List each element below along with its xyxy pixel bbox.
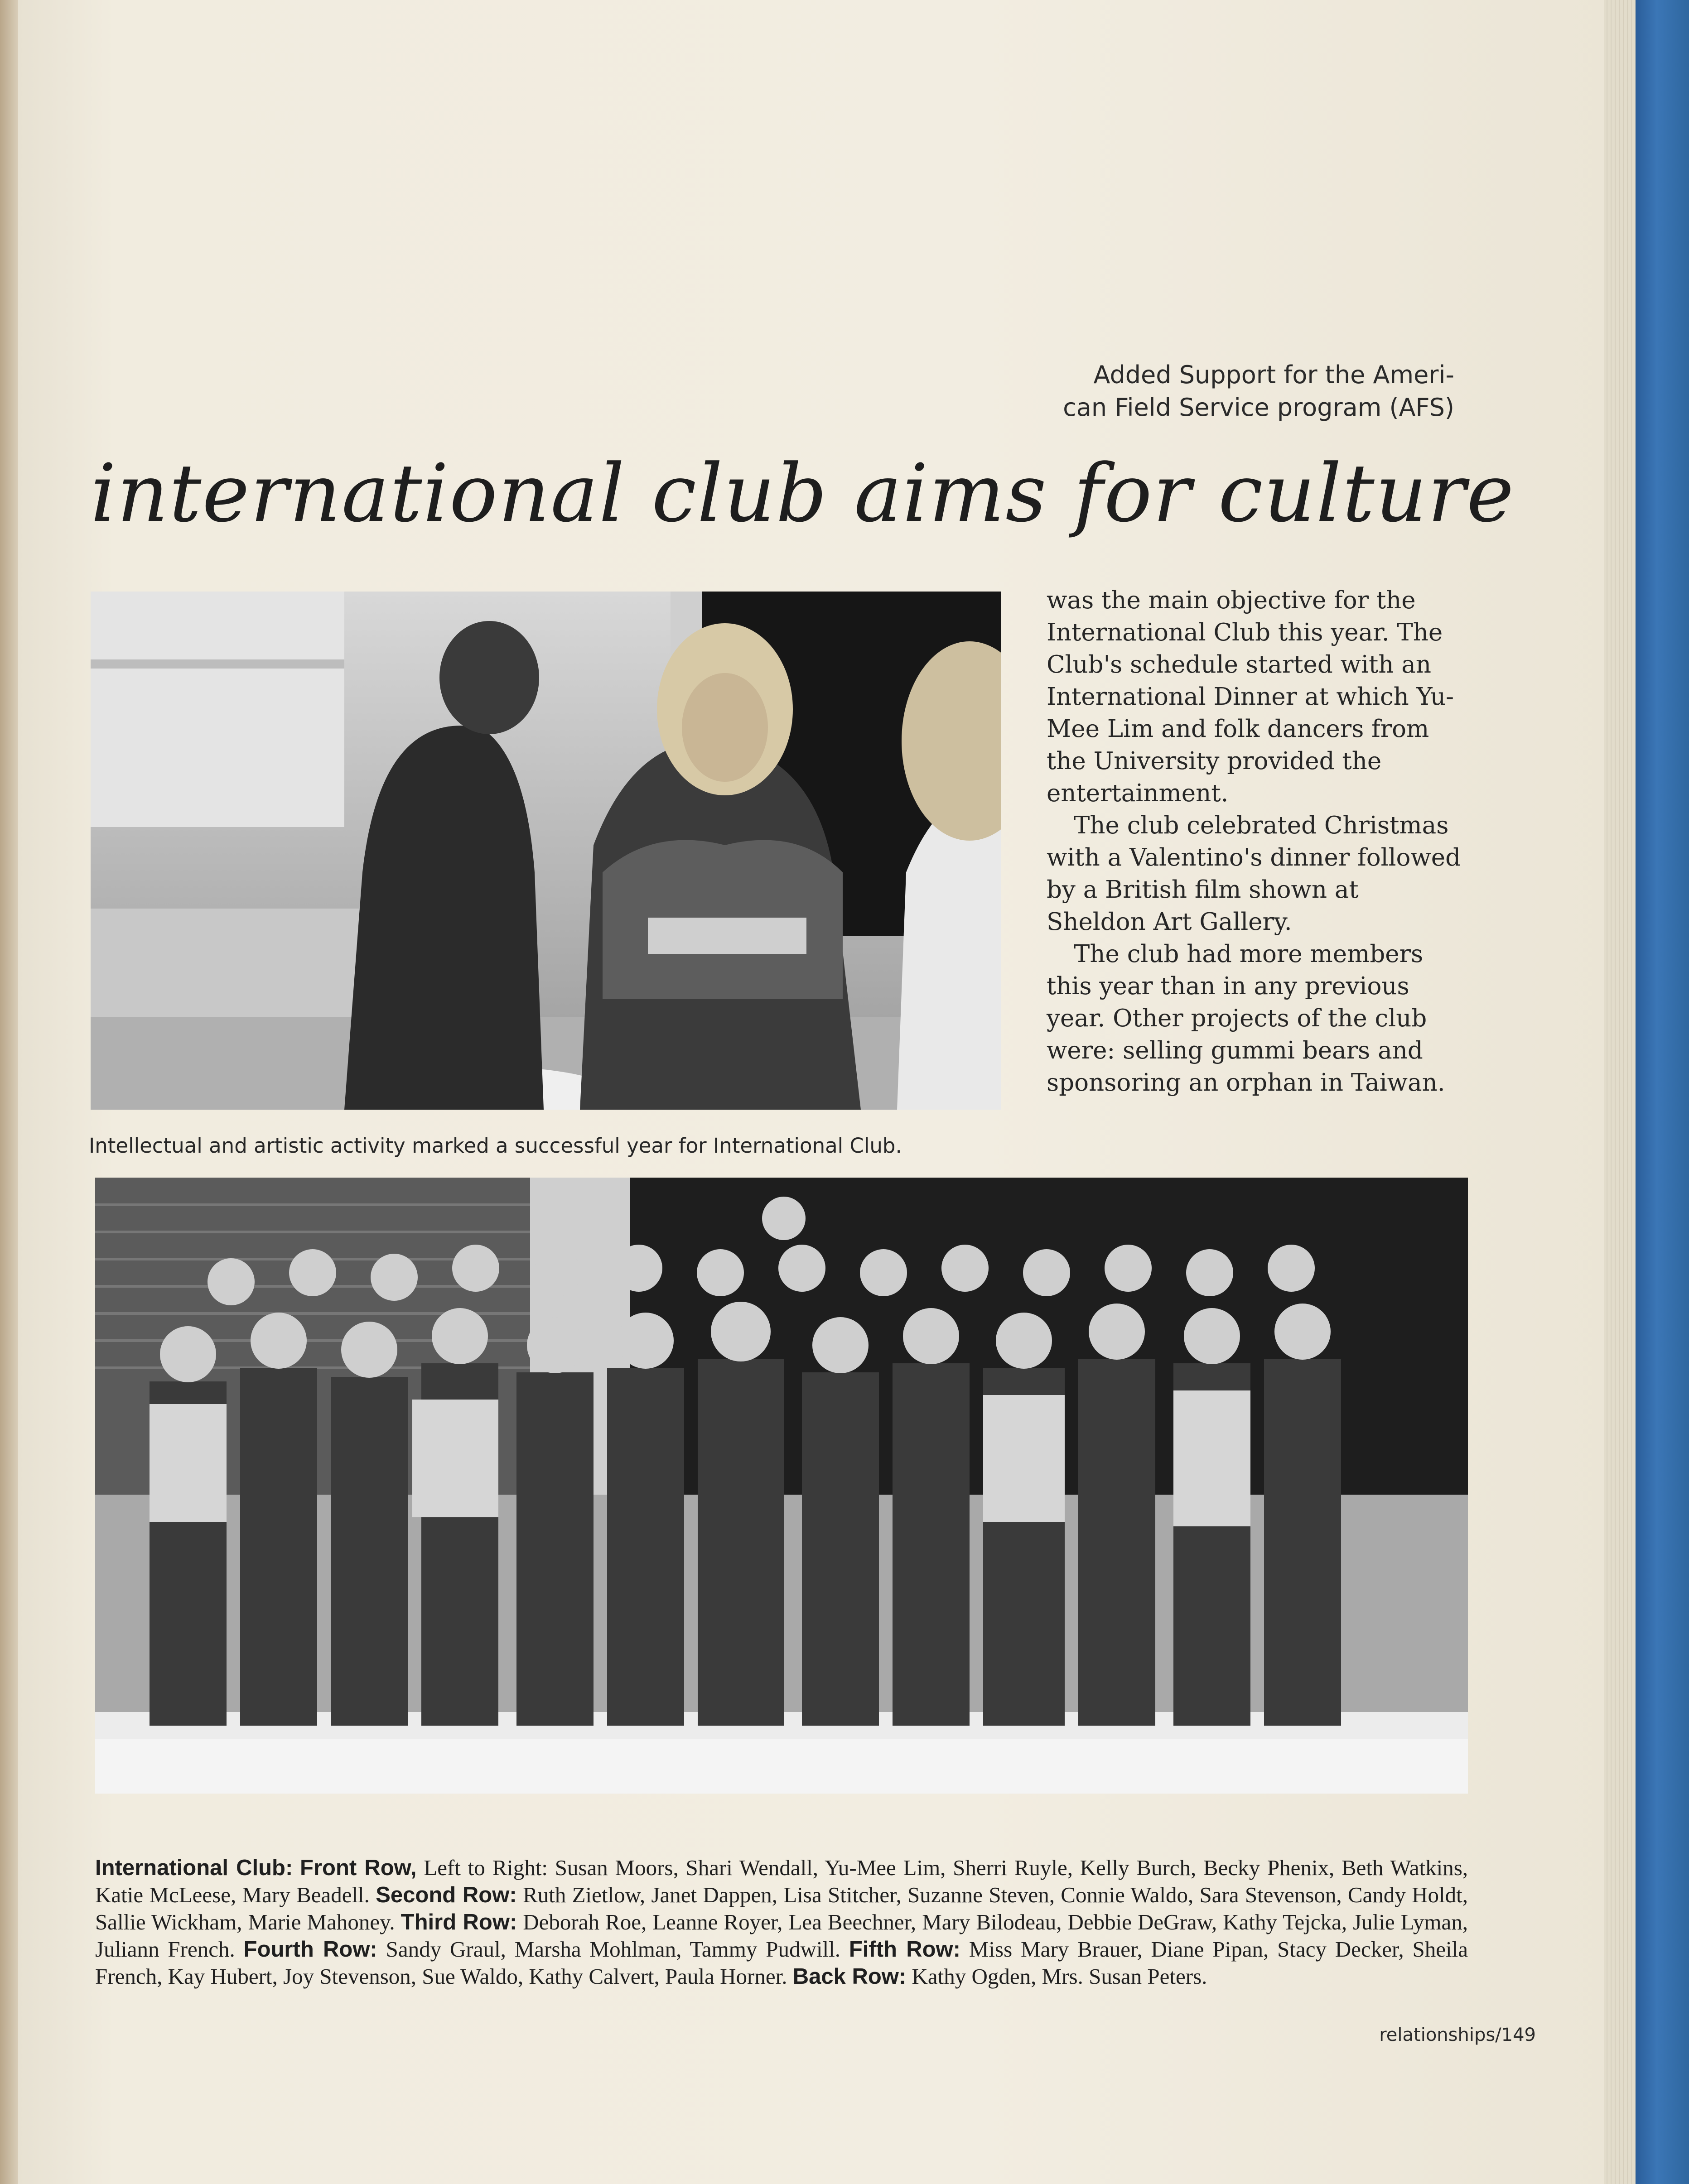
afs-heading-line-2: can Field Service program (AFS) [1063, 393, 1454, 422]
row-label-second: Second Row: [376, 1883, 517, 1907]
row-label-third: Third Row: [401, 1910, 517, 1934]
row-names-second: Ruth Zietlow, Janet Dappen, Lisa Stitcher, Suzanne Steven, Connie Waldo, Sara Stevenson, Candy Holdt, Sallie Wickham, Marie Mahoney. [95, 1882, 1468, 1934]
page-title: international club aims for culture [91, 447, 1515, 540]
row-label-front: Front Row, [300, 1856, 417, 1880]
page-folio: relationships/149 [1379, 2025, 1536, 2045]
body-column [1047, 584, 1463, 1099]
kitchen-photo-image [91, 592, 1001, 1110]
row-label-fifth: Fifth Row: [849, 1937, 960, 1962]
book-binding-left [0, 0, 18, 2184]
kitchen-photo [91, 592, 1001, 1110]
body-paragraph-2: The club celebrated Christmas with a Valentino's dinner followed by a British film shown at Sheldon Art Gallery. [1047, 812, 1461, 936]
body-paragraph-1: was the main objective for the International Club this year. The Club's schedule started with an International Dinner at which Yu-Mee Lim and folk dancers from the University provided the entertainment. [1047, 587, 1454, 807]
group-photo-caption [95, 1854, 1468, 1990]
group-photo-image [95, 1178, 1468, 1794]
top-photo-caption: Intellectual and artistic activity marked a successful year for International Club. [89, 1134, 902, 1158]
row-names-third: Deborah Roe, Leanne Royer, Lea Beechner, Mary Bilodeau, Debbie DeGraw, Kathy Tejcka, Julie Lyman, Juliann French. [95, 1910, 1468, 1962]
row-names-front: Left to Right: Susan Moors, Shari Wendall, Yu-Mee Lim, Sherri Ruyle, Kelly Burch, Becky Phenix, Beth Watkins, Katie McLeese, Mary Beadell. [95, 1855, 1468, 1907]
page-edges [1604, 0, 1636, 2184]
row-label-fourth: Fourth Row: [243, 1937, 377, 1962]
body-paragraph-3: The club had more members this year than in any previous year. Other projects of the club were: selling gummi bears and sponsoring an orphan in Taiwan. [1047, 940, 1445, 1097]
row-names-fourth: Sandy Graul, Marsha Mohlman, Tammy Pudwill. [386, 1937, 840, 1962]
book-cover-edge [1636, 0, 1689, 2184]
row-names-fifth: Miss Mary Brauer, Diane Pipan, Stacy Decker, Sheila French, Kay Hubert, Joy Stevenson, Sue Waldo, Kathy Calvert, Paula Horner. [95, 1937, 1468, 1989]
row-label-back: Back Row: [792, 1964, 907, 1989]
afs-heading-line-1: Added Support for the Ameri- [1093, 361, 1454, 389]
club-label: International Club: [95, 1856, 293, 1880]
afs-heading [1056, 359, 1454, 424]
row-names-back: Kathy Ogden, Mrs. Susan Peters. [912, 1964, 1207, 1989]
group-photo [95, 1178, 1468, 1794]
